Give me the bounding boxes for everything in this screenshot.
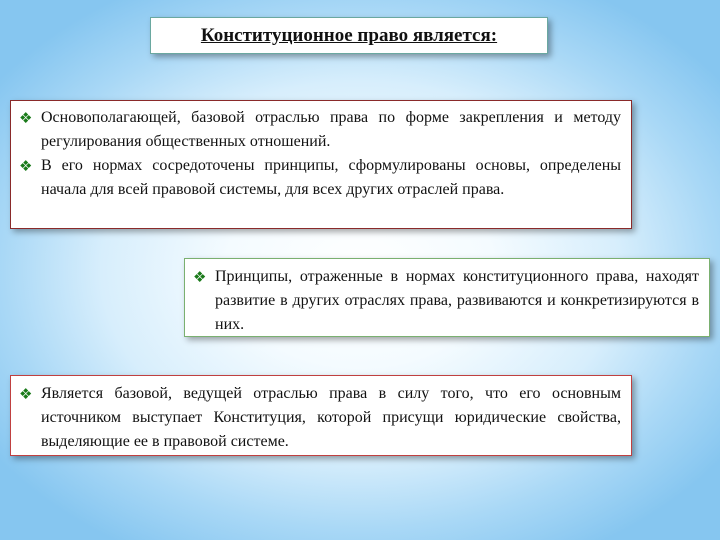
list-item-text: В его нормах сосредоточены принципы, сформулированы основы, определены начала для всей правовой системы, для всех других отраслей права. <box>41 157 621 198</box>
list-item-text: Принципы, отраженные в нормах конституционного права, находят развитие в других отраслях права, развиваются и конкретизируются в них. <box>215 268 699 333</box>
diamond-bullet-icon: ❖ <box>19 109 33 127</box>
diamond-bullet-icon: ❖ <box>19 385 33 403</box>
content-box-1 <box>10 100 632 229</box>
list-item-text: Является базовой, ведущей отраслью права в силу того, что его основным источником выступает Конституция, которой присущи юридические свойства, выделяющие ее в правовой системе. <box>41 385 621 450</box>
title-box <box>150 17 548 54</box>
list-item <box>19 106 621 154</box>
diamond-bullet-icon: ❖ <box>193 268 207 286</box>
content-box-3 <box>10 375 632 456</box>
diamond-bullet-icon: ❖ <box>19 157 33 175</box>
list-item <box>19 382 621 454</box>
slide-title: Конституционное право является: <box>200 24 498 46</box>
list-item <box>19 154 621 202</box>
list-item-text: Основополагающей, базовой отраслью права по форме закрепления и методу регулирования общественных отношений. <box>41 109 621 150</box>
content-box-2 <box>184 258 710 337</box>
list-item <box>193 265 699 337</box>
